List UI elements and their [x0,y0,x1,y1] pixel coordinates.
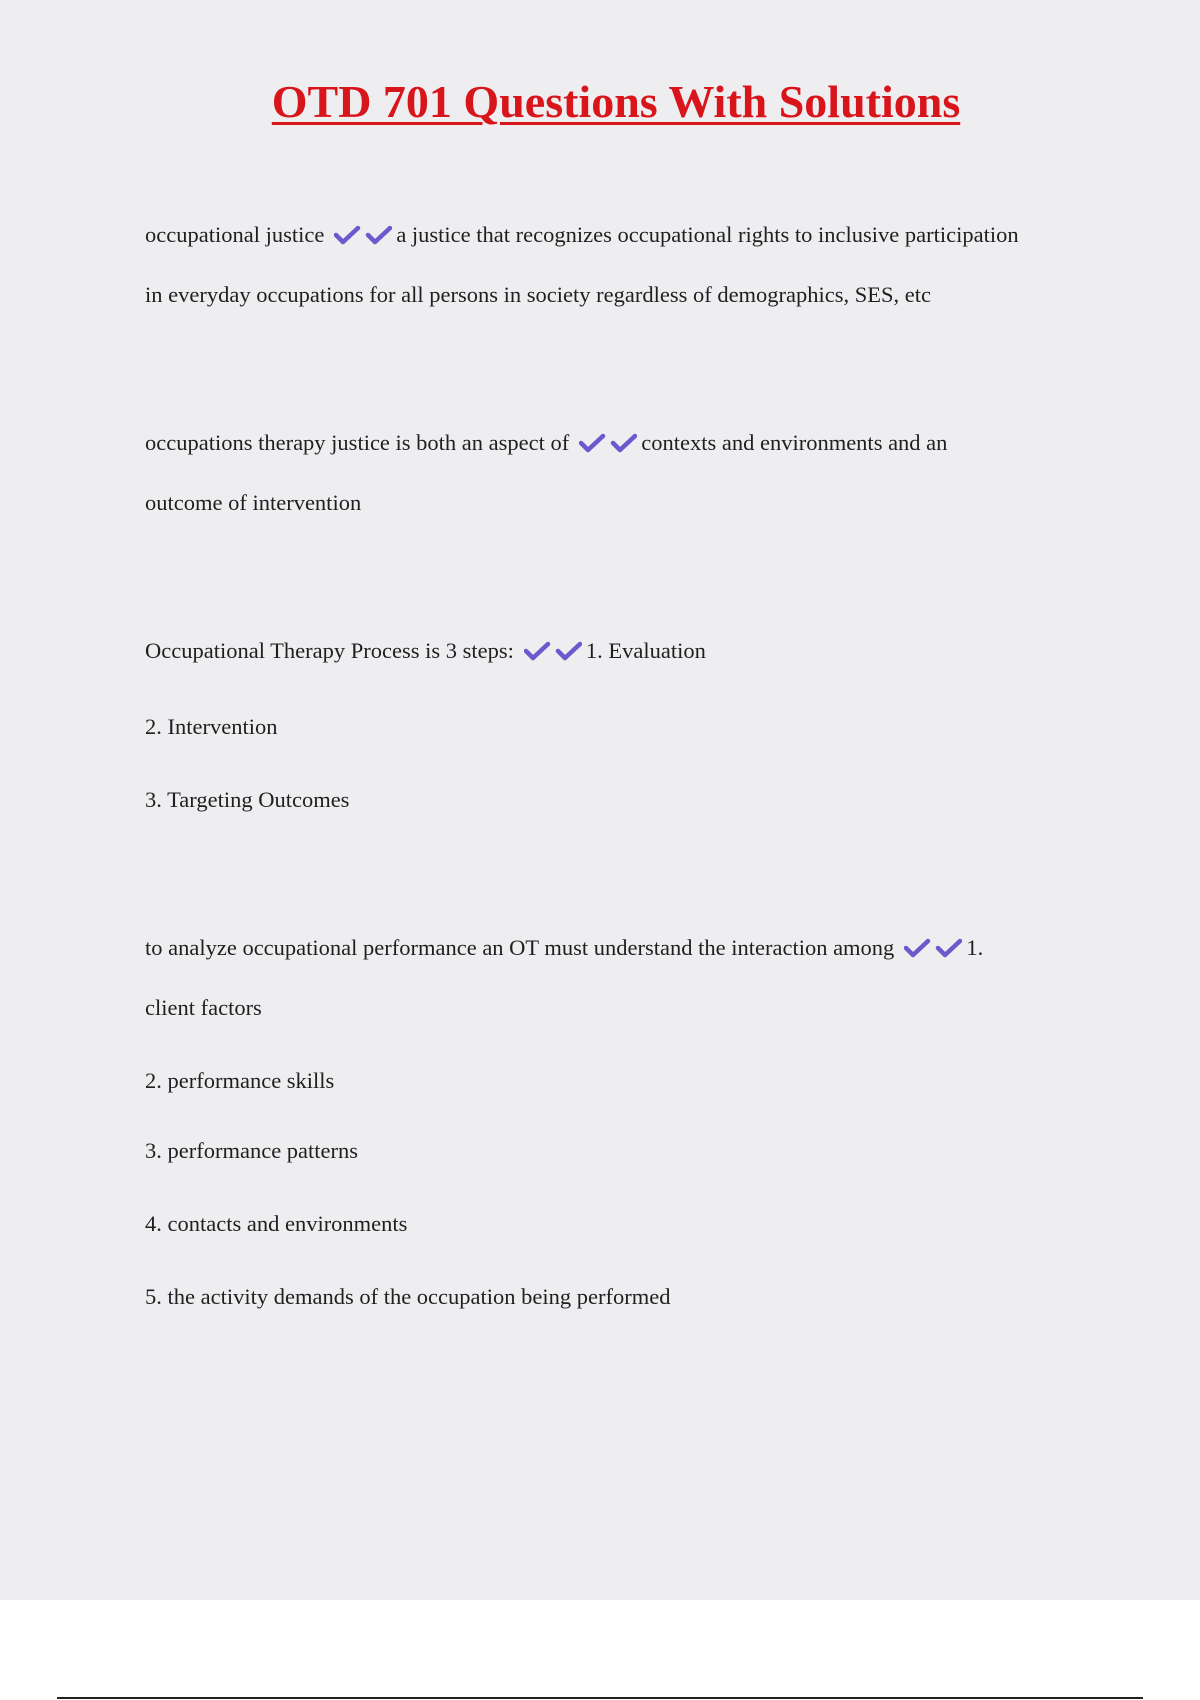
double-check-icon [334,224,392,246]
flashcard-1-question: occupational justice [145,222,325,247]
flashcard-4-answer-line: 5. the activity demands of the occupation being performed [145,1284,671,1309]
double-check-icon [579,432,637,454]
double-check-icon [904,937,962,959]
flashcard-1-answer-line: in everyday occupations for all persons in society regardless of demographics, SES, etc [145,282,932,307]
flashcard-1-answer-start: a justice that recognizes occupational rights to inclusive participation [396,222,1019,247]
flashcard-4-answer-line: 3. performance patterns [145,1138,359,1163]
flashcard-3-answer-line: 3. Targeting Outcomes [145,787,350,812]
flashcard-4-answer-line: 4. contacts and environments [145,1211,408,1236]
flashcard-4-answer-line: client factors [145,995,262,1020]
flashcard-4-answer-line: 2. performance skills [145,1068,335,1093]
document-title: OTD 701 Questions With Solutions [271,76,961,127]
flashcard-3-line-1 [145,636,706,666]
flashcard-2-answer-start: contexts and environments and an [641,430,948,455]
flashcard-1-line-1 [145,220,1019,250]
flashcard-4-question: to analyze occupational performance an OT must understand the interaction among [145,935,895,960]
flashcard-3-answer-start: 1. Evaluation [585,638,706,663]
flashcard-4-line-1 [145,933,983,963]
flashcard-2-line-1 [145,428,947,458]
flashcard-4-answer-start: 1. [966,935,984,960]
double-check-icon [524,640,582,662]
flashcard-2-answer-line: outcome of intervention [145,490,362,515]
footer-divider [57,1697,1143,1699]
flashcard-3-answer-line: 2. Intervention [145,714,278,739]
flashcard-2-question: occupations therapy justice is both an aspect of [145,430,570,455]
flashcard-3-question: Occupational Therapy Process is 3 steps: [145,638,514,663]
